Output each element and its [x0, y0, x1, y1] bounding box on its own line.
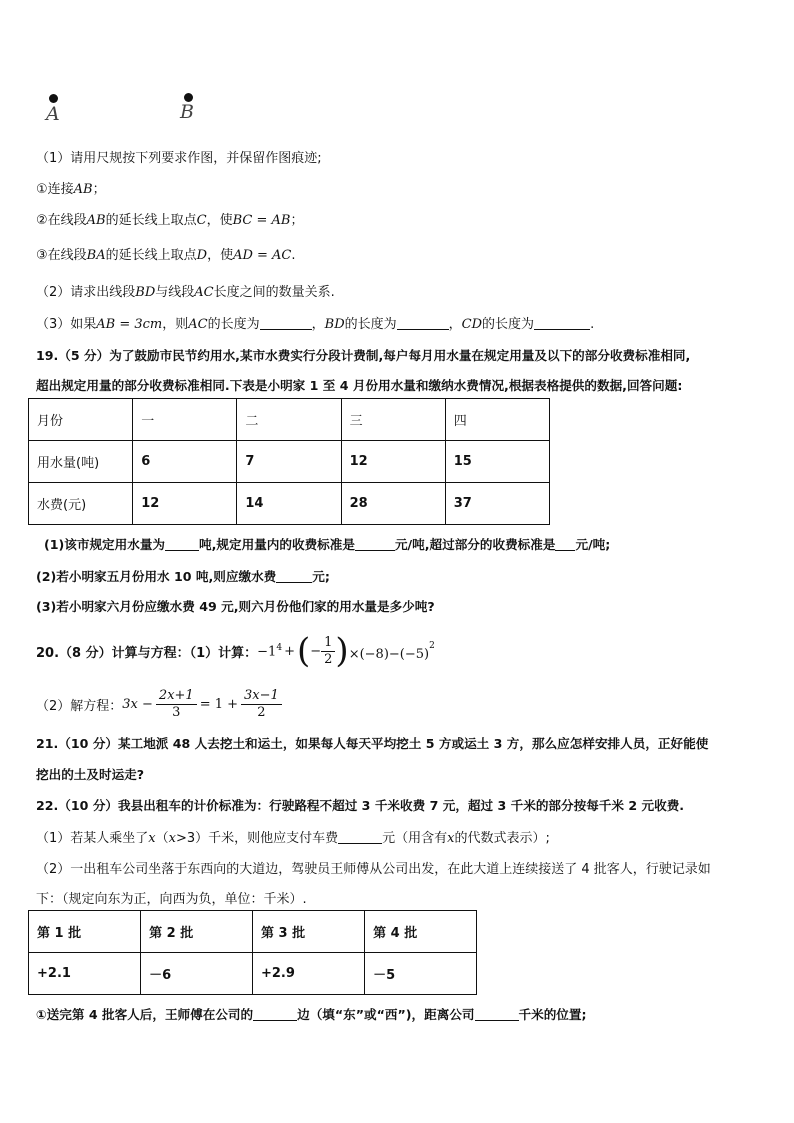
q22-stem: 22.（10 分）我县出租车的计价标准为：行驶路程不超过 3 千米收费 7 元，超过 3 千米的部分按每千米 2 元收费.: [36, 798, 685, 813]
table-row: 水费(元) 12 14 28 37: [29, 483, 550, 525]
water-fee-table: [28, 398, 550, 525]
answer-blank: [338, 830, 382, 844]
q22-part1: （1）若某人乘坐了x（x>3）千米，则他应支付车费 元（用含有x的代数式表示）;: [36, 831, 550, 846]
answer-blank: [534, 316, 590, 330]
q19-sub3: (3)若小明家六月份应缴水费 49 元,则六月份他们家的用水量是多少吨?: [36, 599, 435, 614]
taxi-record-table: [28, 910, 477, 995]
table-row: 用水量(吨) 6 7 12 15: [29, 441, 550, 483]
q22-sub1: ①送完第 4 批客人后，王师傅在公司的 边（填“东”或“西”)，距离公司 千米的位置;: [36, 1007, 587, 1022]
q19-stem-line2: 超出规定用量的部分收费标准相同.下表是小明家 1 至 4 月份用水量和缴纳水费情况,根据表格提供的数据,回答问题:: [36, 378, 683, 393]
table-row: +2.1 －6 +2.9 －5: [29, 953, 477, 995]
answer-blank: [276, 569, 312, 583]
expr-term1: $-1^4$: [257, 642, 283, 660]
answer-blank: [355, 537, 395, 551]
expr-rest: $\times(-8)-(-5)^2$: [348, 640, 435, 662]
answer-blank: [555, 537, 575, 551]
table-row: 月份 一 二 三 四: [29, 399, 550, 441]
fraction-left: $\frac{2x+1}{3}$: [156, 688, 197, 721]
point-b-label: B: [180, 101, 194, 123]
q18-part2: （2）请求出线段BD与线段AC长度之间的数量关系.: [36, 285, 335, 300]
answer-blank: [397, 316, 449, 330]
q18-step1: ①连接AB；: [36, 182, 106, 197]
table-row: 第 1 批 第 2 批 第 3 批 第 4 批: [29, 911, 477, 953]
answer-blank: [165, 537, 199, 551]
q18-part1: （1）请用尺规按下列要求作图，并保留作图痕迹;: [36, 151, 322, 166]
q18-step3: ③在线段BA的延长线上取点D，使AD = AC.: [36, 248, 296, 263]
q19-sub2: (2)若小明家五月份用水 10 吨,则应缴水费 元;: [36, 569, 330, 584]
fraction-right: $\frac{3x-1}{2}$: [241, 688, 282, 721]
answer-blank: [260, 316, 312, 330]
q19-stem-line1: 19.（5 分）为了鼓励市民节约用水,某市水费实行分段计费制,每户每月用水量在规定用量及以下的部分收费标准相同,: [36, 348, 691, 363]
q18-part3: （3）如果AB = 3cm，则AC的长度为 ，BD的长度为 ，CD的长度为 .: [36, 317, 595, 332]
point-a-dot: [49, 94, 58, 103]
q20-part2: （2）解方程： 3x − $\frac{2x+1}{3}$ = 1 + $\frac{3x-1}{2}$: [36, 683, 282, 725]
point-a-label: A: [46, 103, 60, 125]
q21-stem-line2: 挖出的土及时运走?: [36, 767, 145, 782]
q18-step2: ②在线段AB的延长线上取点C，使BC = AB；: [36, 213, 304, 228]
answer-blank: [475, 1007, 519, 1021]
q20-part1: 20.（8 分）计算与方程：（1）计算： $-1^4$ + ( − $\frac{1}{2}$ ) $\times(-8)-(-5)^2$: [36, 631, 435, 671]
q22-part2-line1: （2）一出租车公司坐落于东西向的大道边，驾驶员王师傅从公司出发，在此大道上连续接送了 4 批客人，行驶记录如: [36, 862, 711, 877]
q21-stem-line1: 21.（10 分）某工地派 48 人去挖土和运土，如果每人每天平均挖土 5 方或运土 3 方，那么应怎样安排人员，正好能使: [36, 736, 709, 751]
fraction-half: $\frac{1}{2}$: [321, 635, 335, 668]
q19-sub1: (1)该市规定用水量为 吨,规定用量内的收费标准是 元/吨,超过部分的收费标准是 元/吨;: [44, 537, 611, 552]
answer-blank: [253, 1007, 297, 1021]
q22-part2-line2: 下：（规定向东为正，向西为负，单位：千米）.: [36, 892, 307, 907]
